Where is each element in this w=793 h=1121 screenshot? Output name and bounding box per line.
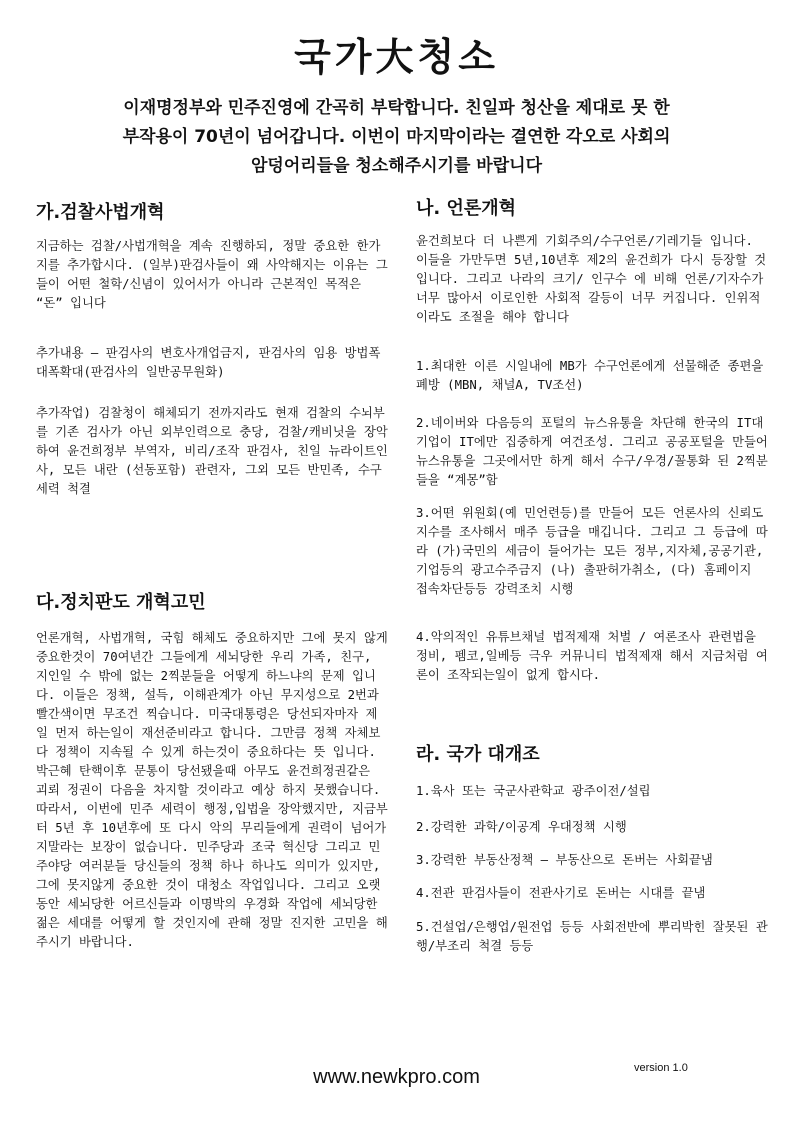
section-heading-ra: 라. 국가 대개조 [416,744,540,765]
footer-website: www.newkpro.com [313,1066,480,1088]
section-na-paragraph: 3.어떤 위원회(예 민언련등)를 만들어 모든 언론사의 신뢰도 지수를 조사해서 매주 등급을 매깁니다. 그리고 그 등급에 따라 (가)국민의 세금이 들어가는 모든 정부,지자체,공공기관,기업등의 광고수주금지 (나) 출판허가취소, (다) 홈페이지 접속차단등등 강력조치 시행 [416,506,768,596]
section-ga-paragraph: 추가내용 – 판검사의 변호사개업금지, 판검사의 임용 방법폭 대폭확대(판검사의 일반공무원화) [36,346,381,379]
section-ga-paragraph: 지금하는 검찰/사법개혁을 계속 진행하되, 정말 중요한 한가지를 추가합시다. (일부)판검사들이 왜 사악해지는 이유는 그들이 어떤 철학/신념이 있어서가 아니라 근본적인 목적은 “돈” 입니다 [36,239,388,310]
section-na-paragraph: 4.악의적인 유튜브채널 법적제재 처벌 / 여론조사 관련법을 정비, 펨코,일베등 극우 커뮤니티 법적제재 해서 지금처럼 여론이 조작되는일이 없게 합시다. [416,630,768,682]
intro-line: 암덩어리들을 청소해주시기를 바랍니다 [250,156,542,176]
section-na-paragraph: 1.최대한 이른 시일내에 MB가 수구언론에게 선물해준 종편을 폐방 (MBN, 채널A, TV조선) [416,359,764,392]
section-ra-item: 4.전관 판검사들이 전관사기로 돈버는 시대를 끝냄 [416,886,706,900]
section-ra-item: 3.강력한 부동산정책 – 부동산으로 돈버는 사회끝냄 [416,853,713,867]
section-da-paragraph: 언론개혁, 사법개혁, 국힘 해체도 중요하지만 그에 못지 않게 중요한것이 70여년간 그들에게 세뇌당한 우리 가족, 친구, 지인일 수 밖에 없는 2찍분들을 어떻게 하느냐의 문제 입니다. 이들은 정책, 설득, 이해관계가 아닌 무지성으로 2번과 빨간색이면 무조건 찍습니다. 미국대통령은 당선되자마자 제일 먼저 하는일이 재선준비라고 합니다. 그만큼 정책 자체보다 정책이 지속될 수 있게 하는것이 중요하다는 뜻 입니다. 박근혜 탄핵이후 문통이 당선됐을때 아무도 윤건희정권같은 괴뢰 정권이 다음을 차지할 것이라고 예상 하지 못했습니다. 따라서, 이번에 민주 세력이 행정,입법을 장악했지만, 지금부터 5년 후 10년후에 또 다시 악의 무리들에게 권력이 넘어가지말라는 보장이 없습니다. 민주당과 조국 혁신당 그리고 민주야당 여러분들 당신들의 정책 하나 하나도 의미가 있지만, 그에 못지않게 중요한 것이 대청소 작업입니다. 그리고 오랫동안 세뇌당한 어르신들과 이명박의 우경화 작업에 세뇌당한 젊은 세대를 어떻게 할 것인지에 관해 정말 진지한 고민을 해주시기 바랍니다. [36,631,388,949]
section-ra-item: 2.강력한 과학/이공계 우대정책 시행 [416,820,627,834]
intro-text [40,94,753,181]
section-na-paragraph: 2.네이버와 다음등의 포털의 뉴스유통을 차단해 한국의 IT대기업이 IT에만 집중하게 여건조성. 그리고 공공포털을 만들어 뉴스유통을 그곳에서만 하게 해서 수구/우경/꼴통화 된 2찍분들을 “계몽”함 [416,416,768,487]
section-ga-paragraph: 추가작업) 검찰청이 해체되기 전까지라도 현재 검찰의 수뇌부를 기존 검사가 아닌 외부인력으로 충당, 검찰/캐비닛을 장악하여 윤건희정부 부역자, 비리/조작 판검사, 친일 뉴라이트인사, 모든 내란 (선동포함) 관련자, 그외 모든 반민족, 수구세력 척결 [36,406,388,496]
intro-line: 이재명정부와 민주진영에 간곡히 부탁합니다. 친일파 청산을 제대로 못 한 [123,98,670,118]
page-title: 국가大청소 [294,34,499,79]
version-label: version 1.0 [634,1062,688,1074]
section-heading-ga: 가.검찰사법개혁 [36,202,165,223]
section-ra-item: 5.건설업/은행업/원전업 등등 사회전반에 뿌리박힌 잘못된 관행/부조리 척결 등등 [416,920,768,953]
section-heading-da: 다.정치판도 개혁고민 [36,592,206,613]
section-na-paragraph: 윤건희보다 더 나쁜게 기회주의/수구언론/기레기들 입니다. 이들을 가만두면 5년,10년후 제2의 윤건희가 다시 등장할 것입니다. 그리고 나라의 크기/ 인구수 에 비해 언론/기자수가 너무 많아서 이로인한 사회적 갈등이 너무 커집니다. 인위적이라도 조절을 해야 합니다 [416,234,767,324]
section-ra-item: 1.육사 또는 국군사관학교 광주이전/설립 [416,784,651,798]
section-heading-na: 나. 언론개혁 [416,198,517,219]
intro-line: 부작용이 70년이 넘어갑니다. 이번이 마지막이라는 결연한 각오로 사회의 [122,127,671,147]
